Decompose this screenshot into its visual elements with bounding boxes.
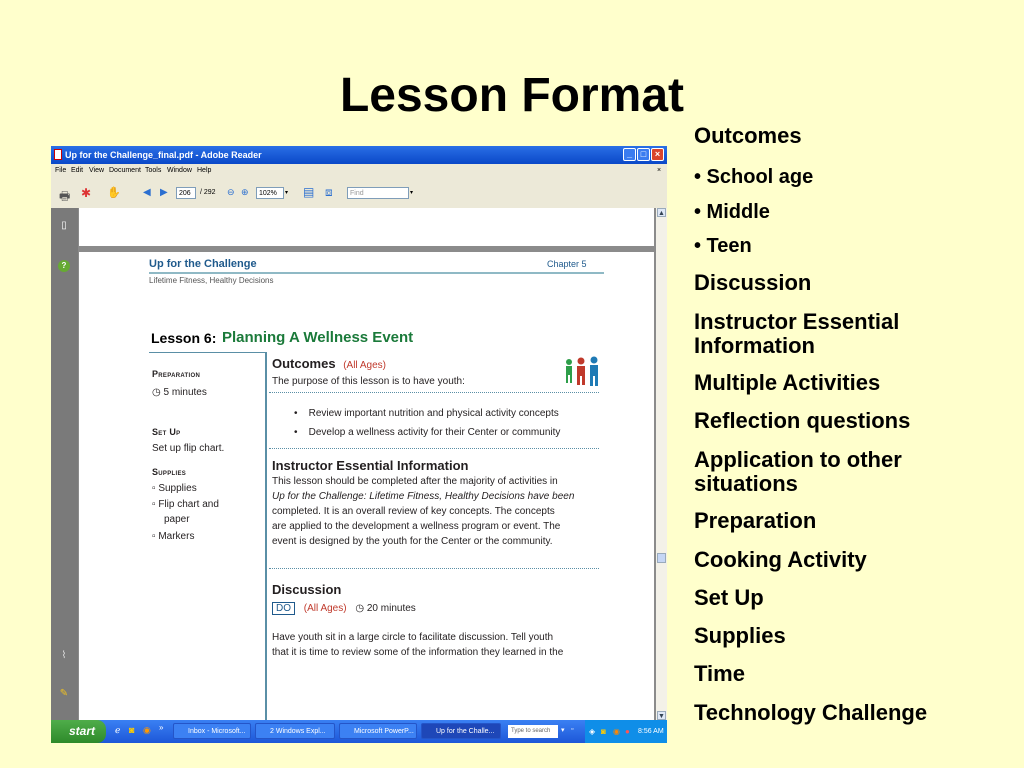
list-item: Application to other situations <box>694 447 902 496</box>
page-total: / 292 <box>200 189 216 196</box>
preparation-time-text: 5 minutes <box>163 387 207 398</box>
preparation-time <box>152 387 207 398</box>
do-tag: DO <box>272 602 295 615</box>
list-item: Outcomes <box>694 123 802 148</box>
checkbox-icon: ▫ <box>152 499 159 510</box>
windows-taskbar <box>51 720 667 743</box>
menu-bar <box>51 164 667 178</box>
previous-page-bottom <box>79 208 654 246</box>
comments-icon[interactable]: ✎ <box>59 688 69 699</box>
supplies-item <box>152 531 194 542</box>
quick-launch-firefox-icon[interactable]: ◉ <box>143 725 151 735</box>
tray-app-icon[interactable]: ● <box>625 727 630 736</box>
outcomes-heading <box>272 356 386 371</box>
doc-subheader: Lifetime Fitness, Healthy Decisions <box>149 276 274 285</box>
hand-tool-icon[interactable]: ✋ <box>107 187 121 199</box>
start-button[interactable]: start <box>51 720 106 743</box>
desktop-icon[interactable]: ▫ <box>571 726 574 733</box>
quick-launch-ie-icon[interactable]: ℯ <box>115 725 121 735</box>
supplies-item <box>152 499 219 510</box>
menu-help[interactable]: Help <box>197 167 212 174</box>
pdf-page <box>79 252 654 720</box>
people-icon <box>563 356 603 388</box>
pdf-icon <box>54 149 62 160</box>
minimize-button[interactable]: _ <box>623 148 636 161</box>
window-title: Up for the Challenge_final.pdf - Adobe Reader <box>65 150 262 160</box>
help-icon[interactable]: ? <box>58 260 70 272</box>
clock-icon: ◷ <box>355 603 365 614</box>
taskbar-item-powerpoint[interactable]: Microsoft PowerP... <box>339 723 417 739</box>
doc-header-chapter: Chapter 5 <box>547 259 587 269</box>
maximize-button[interactable]: □ <box>637 148 650 161</box>
find-input[interactable]: Find <box>347 187 409 199</box>
zoom-level-select[interactable]: 102% <box>256 187 284 199</box>
supplies-item-text: paper <box>164 514 190 525</box>
slide-title: Lesson Format <box>339 69 685 122</box>
discussion-line: that it is time to review some of the information they learned in the <box>272 647 564 658</box>
attachments-icon[interactable]: ⌇ <box>61 650 67 661</box>
quick-launch-more-icon[interactable]: » <box>159 723 164 732</box>
discussion-time: 20 minutes <box>366 603 416 614</box>
outcomes-ages: (All Ages) <box>343 360 386 371</box>
clock[interactable]: 8:56 AM <box>638 728 664 735</box>
collaborate-icon[interactable]: ✱ <box>81 186 92 200</box>
next-page-icon[interactable]: ▶ <box>160 187 168 198</box>
pages-icon[interactable]: ▯ <box>61 220 67 231</box>
list-item: • School age <box>694 166 814 188</box>
list-item: Cooking Activity <box>694 547 867 572</box>
column-divider <box>265 352 267 720</box>
outcome-item-text: Develop a wellness activity for their Center or community <box>308 427 561 438</box>
outcome-item: • Develop a wellness activity for their Center or community <box>294 427 561 438</box>
taskbar-item-explorer[interactable]: 2 Windows Expl... <box>255 723 335 739</box>
list-item: Technology Challenge <box>694 700 928 725</box>
discussion-heading: Discussion <box>272 582 342 597</box>
dotted-divider <box>269 448 599 449</box>
lesson-sidebar <box>149 352 265 720</box>
outcome-item: • Review important nutrition and physical activity concepts <box>294 408 559 419</box>
previous-page-icon[interactable]: ◀ <box>143 187 151 198</box>
lesson-label: Lesson 6: <box>151 330 217 346</box>
window-titlebar[interactable] <box>51 146 667 164</box>
navigation-panel <box>51 208 78 720</box>
list-item: Supplies <box>694 623 786 648</box>
supplies-item-text: Supplies <box>158 483 197 494</box>
fit-page-icon[interactable]: ▤ <box>303 185 315 199</box>
outcome-item-text: Review important nutrition and physical activity concepts <box>308 408 559 419</box>
list-item: Discussion <box>694 270 812 295</box>
toolbar <box>51 178 667 209</box>
page-number-input[interactable]: 206 <box>176 187 196 199</box>
clock-icon: ◷ <box>152 387 164 398</box>
menu-window[interactable]: Window <box>167 167 192 174</box>
instructor-line: completed. It is an overall review of key concepts. The concepts <box>272 506 555 517</box>
menu-document[interactable]: Document <box>109 167 141 174</box>
instructor-line: Up for the Challenge: Lifetime Fitness, Healthy Decisions have been <box>272 491 575 502</box>
list-item: • Middle <box>694 201 770 223</box>
outcomes-intro: The purpose of this lesson is to have youth: <box>272 376 465 387</box>
list-item: Preparation <box>694 508 817 533</box>
discussion-meta <box>272 603 416 614</box>
preparation-heading: Preparation <box>152 369 201 379</box>
setup-text: Set up flip chart. <box>152 443 225 454</box>
instructor-heading: Instructor Essential Information <box>272 458 469 473</box>
tray-outlook-icon[interactable]: ◙ <box>601 727 606 736</box>
vertical-scrollbar[interactable] <box>656 208 667 720</box>
tray-network-icon[interactable]: ◈ <box>589 727 596 736</box>
menu-edit[interactable]: Edit <box>71 167 84 174</box>
scroll-down-icon[interactable]: ▼ <box>658 713 665 720</box>
checkbox-icon: ▫ <box>152 483 159 494</box>
quick-launch-outlook-icon[interactable]: ◙ <box>129 725 135 735</box>
menu-tools[interactable]: Tools <box>145 167 162 174</box>
scroll-up-icon[interactable]: ▲ <box>658 210 665 217</box>
document-close-icon[interactable]: × <box>657 167 662 174</box>
tray-security-icon[interactable]: ◉ <box>613 727 620 736</box>
scroll-thumb[interactable] <box>657 553 666 563</box>
adobe-reader-window <box>51 146 667 743</box>
list-item: Instructor Essential Information <box>694 309 900 358</box>
header-rule <box>149 272 604 274</box>
instructor-line: are applied to the development a wellness program or event. The <box>272 521 561 532</box>
list-item: Multiple Activities <box>694 370 881 395</box>
supplies-item <box>152 483 197 494</box>
list-item: Reflection questions <box>694 408 911 433</box>
discussion-ages: (All Ages) <box>303 603 347 614</box>
menu-file[interactable]: File <box>55 167 67 174</box>
desktop-search-input[interactable]: Type to search <box>508 725 558 738</box>
instructor-line: event is designed by the youth for the Center or the community. <box>272 536 553 547</box>
zoom-dropdown-icon[interactable]: ▾ <box>285 190 289 196</box>
list-item: Set Up <box>694 585 764 610</box>
document-view[interactable] <box>78 208 656 720</box>
print-icon[interactable]: 🖶 <box>59 189 71 203</box>
taskbar-item-adobe-reader[interactable]: Up for the Challe... <box>421 723 501 739</box>
dotted-divider <box>269 392 599 393</box>
find-dropdown-icon[interactable]: ▾ <box>410 190 414 196</box>
supplies-heading: Supplies <box>152 467 187 477</box>
fit-width-icon[interactable]: ⧈ <box>325 185 333 199</box>
close-button[interactable]: × <box>651 148 664 161</box>
instructor-line: This lesson should be completed after the majority of activities in <box>272 476 558 487</box>
outcomes-heading-text: Outcomes <box>272 356 336 371</box>
list-item: Time <box>694 661 745 686</box>
search-dropdown-icon[interactable]: ▾ <box>561 727 565 734</box>
zoom-in-icon[interactable]: ⊕ <box>241 187 249 197</box>
list-item: • Teen <box>694 235 752 257</box>
doc-header-title: Up for the Challenge <box>149 258 257 270</box>
taskbar-item-inbox[interactable]: Inbox - Microsoft... <box>173 723 251 739</box>
checkbox-icon: ▫ <box>152 531 159 542</box>
dotted-divider <box>269 568 599 569</box>
supplies-item-text: Markers <box>158 531 195 542</box>
setup-heading: Set Up <box>152 427 181 437</box>
discussion-line: Have youth sit in a large circle to facilitate discussion. Tell youth <box>272 632 554 643</box>
lesson-title: Planning A Wellness Event <box>222 329 414 346</box>
menu-view[interactable]: View <box>89 167 105 174</box>
system-tray <box>585 720 667 743</box>
zoom-out-icon[interactable]: ⊖ <box>227 187 235 197</box>
supplies-item-text: Flip chart and <box>158 499 219 510</box>
